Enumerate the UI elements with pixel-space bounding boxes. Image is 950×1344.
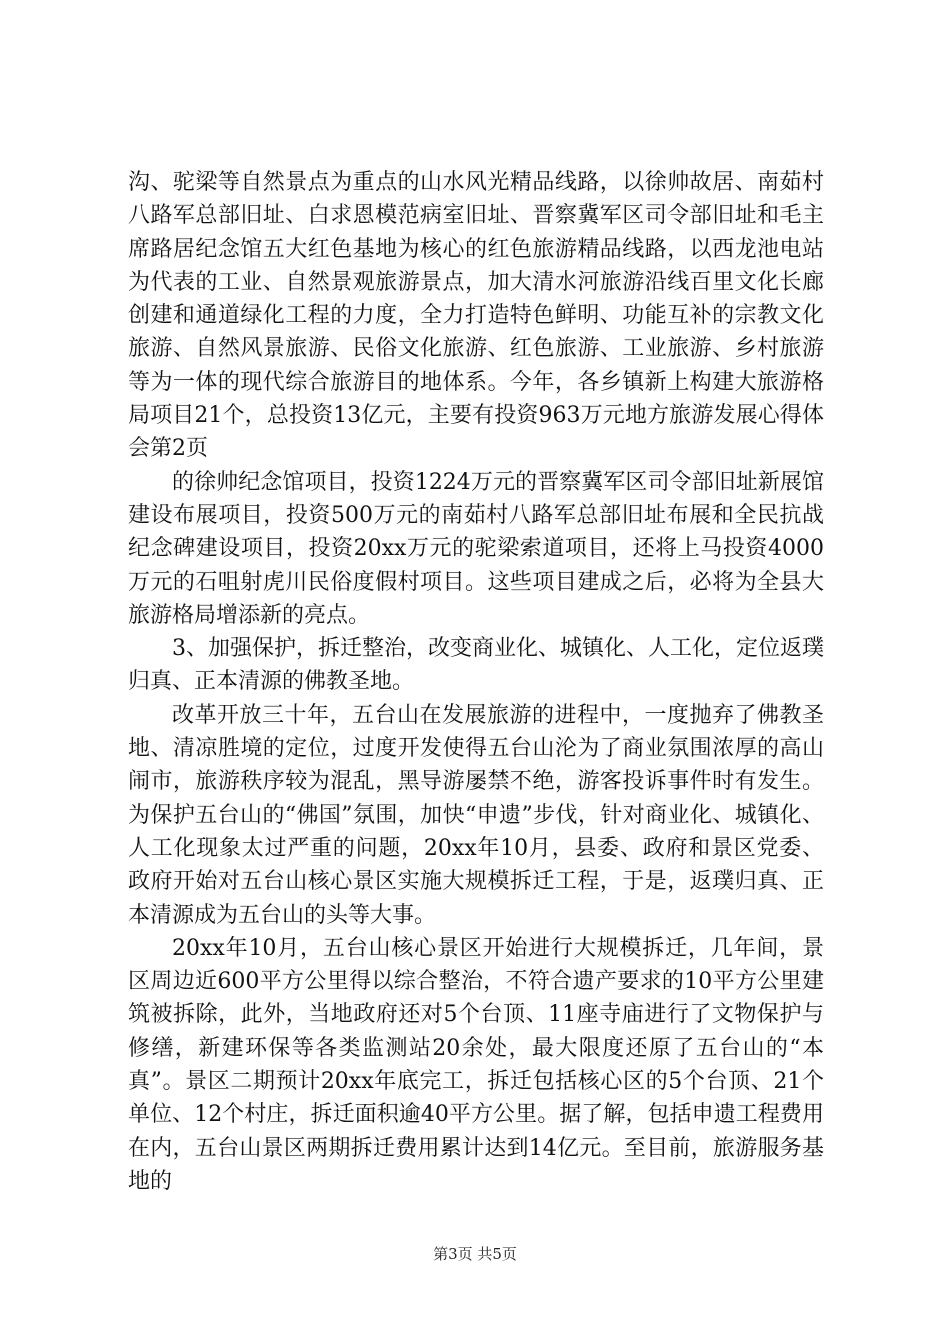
paragraph-1: 沟、驼梁等自然景点为重点的山水风光精品线路，以徐帅故居、南茹村八路军总部旧址、白求恩模范病室旧址、晋察冀军区司令部旧址和毛主席路居纪念馆五大红色基地为核心的红色旅游精品线路，以西龙池电站为代表的工业、自然景观旅游景点，加大清水河旅游沿线百里文化长廊创建和通道绿化工程的力度，全力打造特色鲜明、功能互补的宗教文化旅游、自然风景旅游、民俗文化旅游、红色旅游、工业旅游、乡村旅游等为一体的现代综合旅游目的地体系。今年，各乡镇新上构建大旅游格局项目21个，总投资13亿元，主要有投资963万元地方旅游发展心得体会第2页 — [128, 170, 824, 462]
paragraph-4: 改革开放三十年，五台山在发展旅游的进程中，一度抛弃了佛教圣地、清凉胜境的定位，过度开发使得五台山沦为了商业氛围浓厚的高山闹市，旅游秩序较为混乱，黑导游屡禁不绝，游客投诉事件时有发生。为保护五台山的“佛国”氛围，加快“申遗”步伐，针对商业化、城镇化、人工化现象太过严重的问题，20xx年10月，县委、政府和景区党委、政府开始对五台山核心景区实施大规模拆迁工程，于是，返璞归真、正本清源成为五台山的头等大事。 — [128, 702, 824, 928]
page-footer: 第3页 共5页 — [433, 1245, 517, 1263]
paragraph-3: 3、加强保护，拆迁整治，改变商业化、城镇化、人工化，定位返璞归真、正本清源的佛教圣地。 — [128, 636, 824, 695]
document-body — [128, 166, 824, 1198]
paragraph-2: 的徐帅纪念馆项目，投资1224万元的晋察冀军区司令部旧址新展馆建设布展项目，投资500万元的南茹村八路军总部旧址布展和全民抗战纪念碑建设项目，投资20xx万元的驼梁索道项目，还将上马投资4000万元的石咀射虎川民俗度假村项目。这些项目建成之后，必将为全县大旅游格局增添新的亮点。 — [128, 469, 824, 628]
paragraph-5: 20xx年10月，五台山核心景区开始进行大规模拆迁，几年间，景区周边近600平方公里得以综合整治，不符合遗产要求的10平方公里建筑被拆除，此外，当地政府还对5个台顶、11座寺庙进行了文物保护与修缮，新建环保等各类监测站20余处，最大限度还原了五台山的“本真”。景区二期预计20xx年底完工，拆迁包括核心区的5个台顶、21个单位、12个村庄，拆迁面积逾40平方公里。据了解，包括申遗工程费用在内，五台山景区两期拆迁费用累计达到14亿元。至目前，旅游服务基地的 — [128, 935, 824, 1194]
